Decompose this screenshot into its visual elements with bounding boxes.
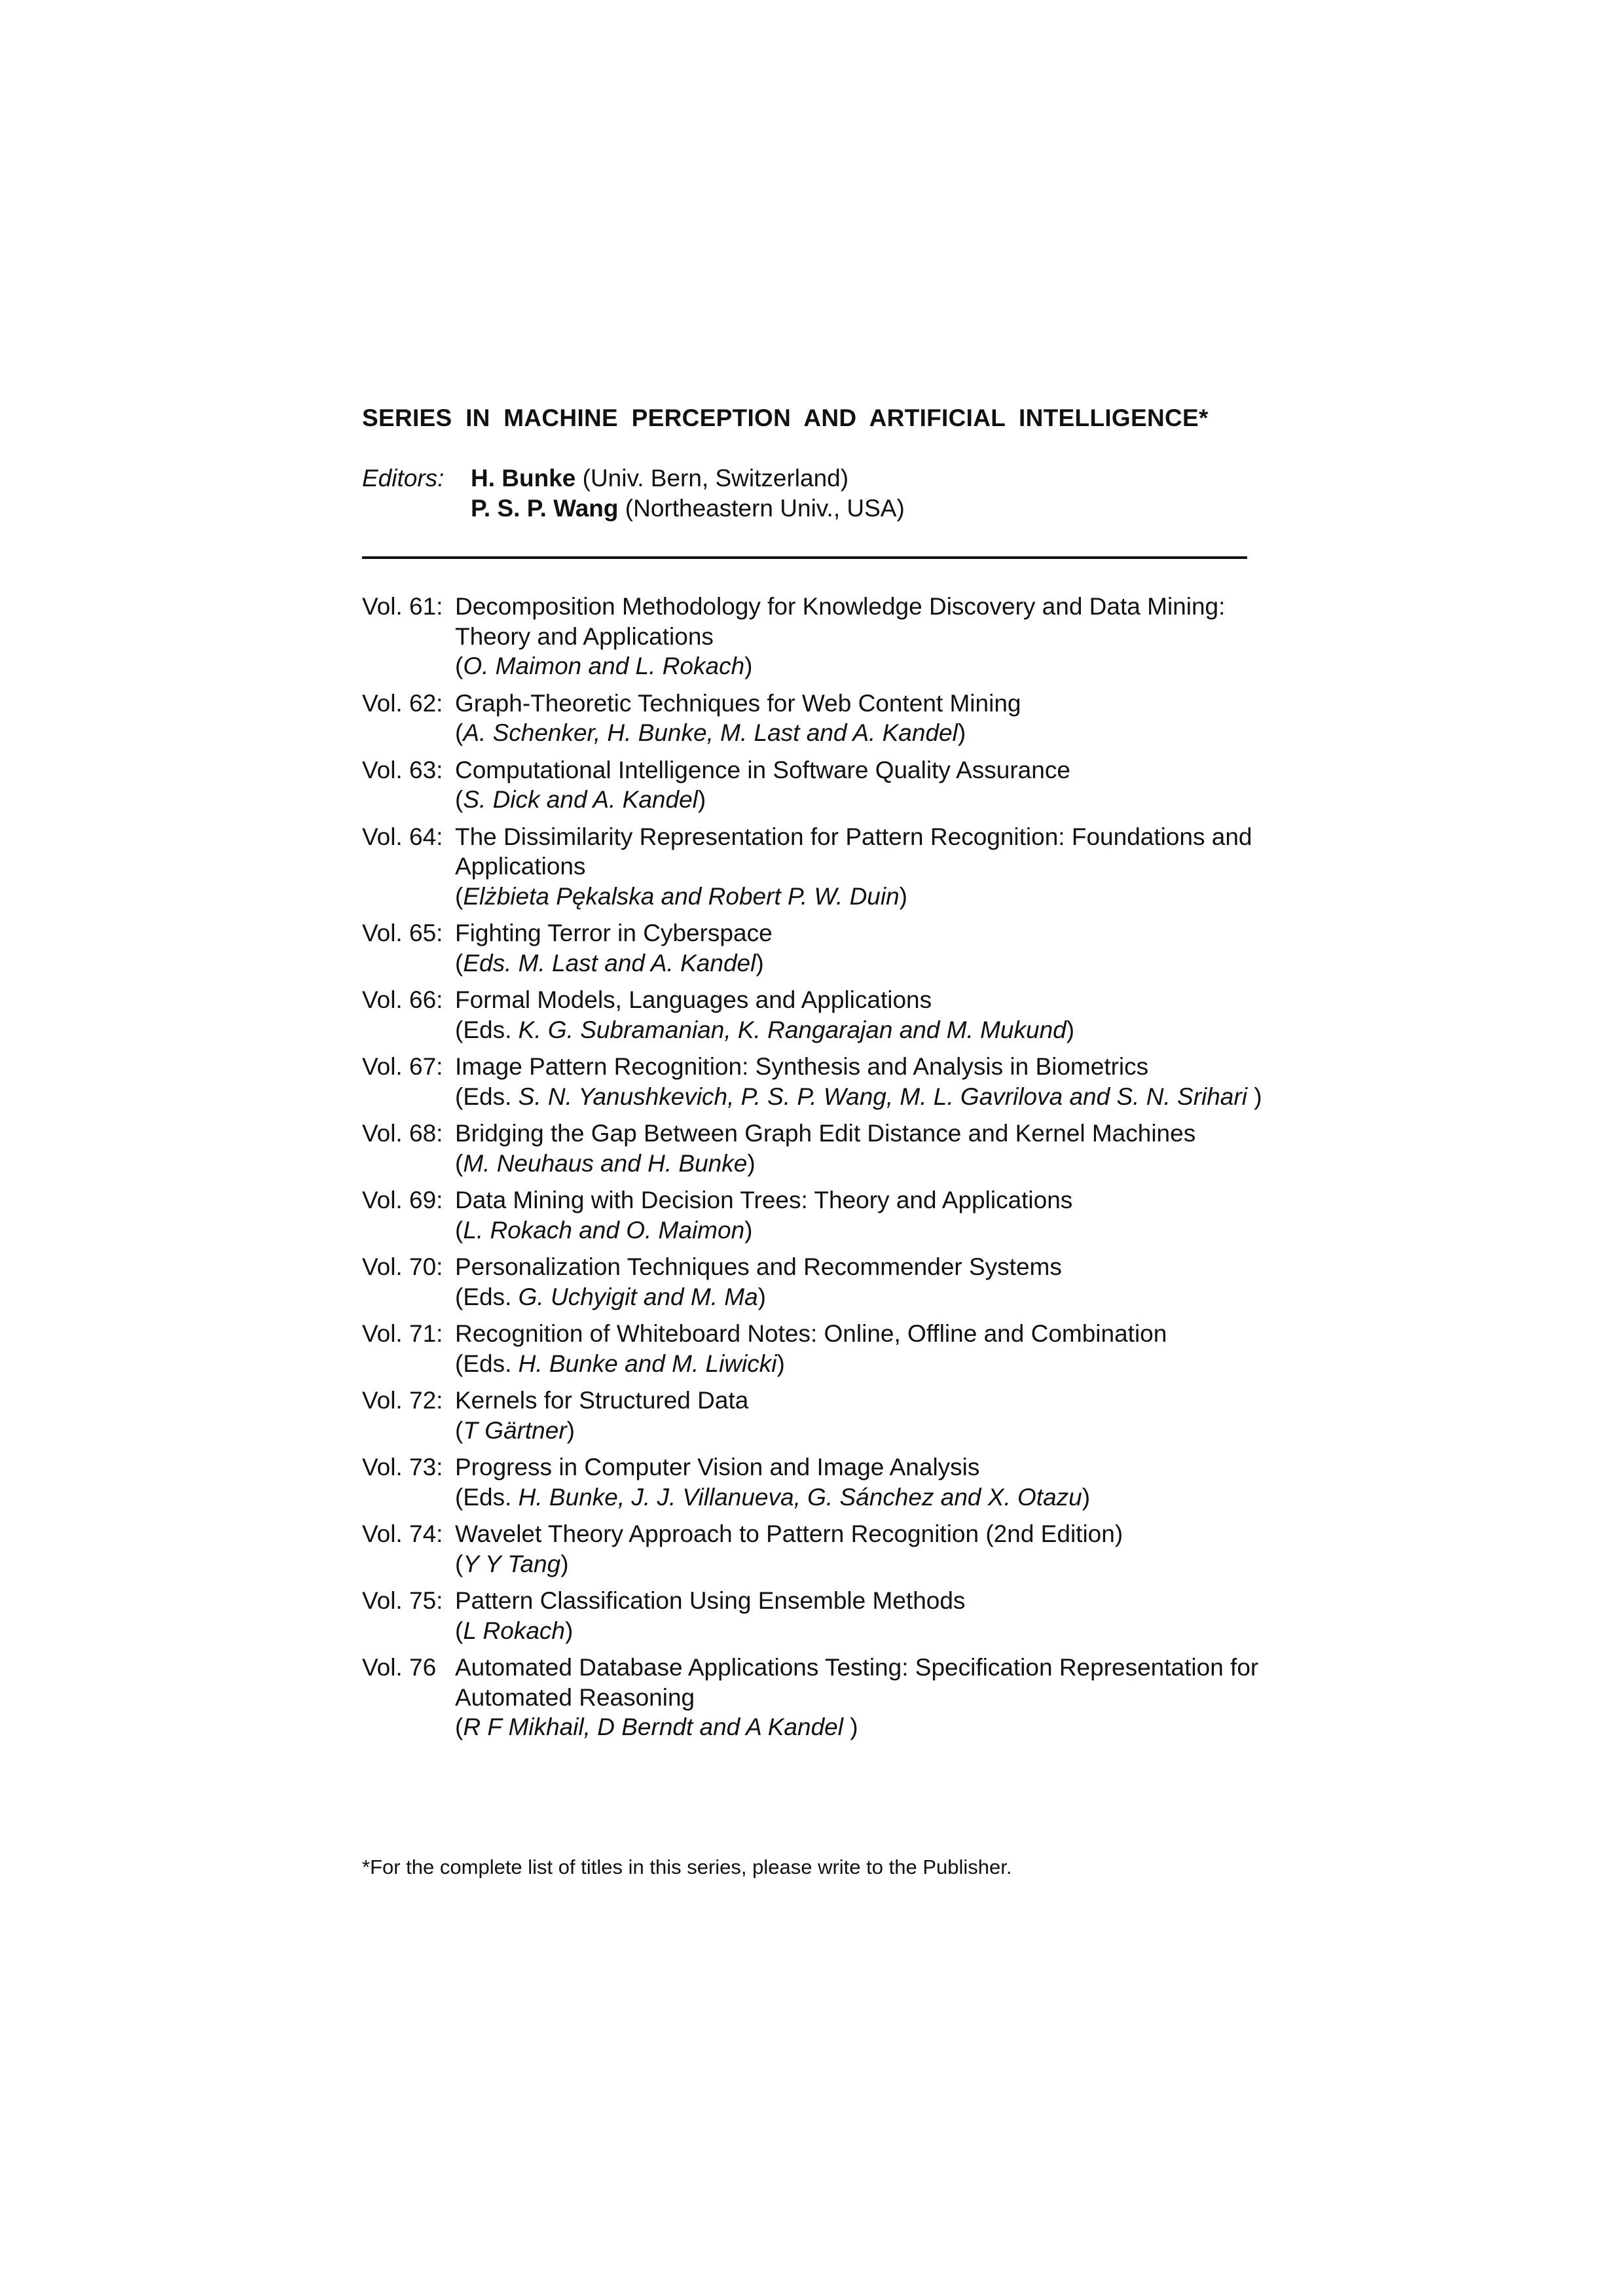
- series-title: SERIES IN MACHINE PERCEPTION AND ARTIFICIAL INTELLIGENCE*: [362, 404, 1209, 431]
- volume-number: Vol. 71:: [362, 1320, 443, 1347]
- volume-number: Vol. 68:: [362, 1120, 443, 1147]
- volume-number: Vol. 66:: [362, 986, 443, 1013]
- volume-authors: [455, 948, 1279, 978]
- close-paren: ): [1066, 1016, 1075, 1043]
- volume-title: Computational Intelligence in Software Quality Assurance: [455, 756, 1070, 783]
- volume-entry: [362, 985, 1279, 1045]
- volume-details: [455, 822, 1279, 912]
- volume-title: Graph-Theoretic Techniques for Web Content Mining: [455, 689, 1021, 717]
- volume-number: Vol. 76: [362, 1654, 437, 1681]
- volume-details: [455, 1653, 1279, 1742]
- horizontal-rule: [362, 556, 1247, 559]
- volume-title: Decomposition Methodology for Knowledge Discovery and Data Mining: Theory and Applications: [455, 593, 1226, 650]
- open-paren: (: [455, 1216, 464, 1244]
- volume-title: Formal Models, Languages and Applications: [455, 986, 932, 1013]
- close-paren: ): [564, 1617, 574, 1644]
- author-names: K. G. Subramanian, K. Rangarajan and M. Mukund: [518, 1016, 1067, 1043]
- author-names: H. Bunke and M. Liwicki: [518, 1350, 777, 1377]
- author-names: Eds. M. Last and A. Kandel: [463, 949, 756, 977]
- open-paren: (: [455, 1350, 464, 1377]
- editor-line: [471, 493, 905, 524]
- author-names: T Gärtner: [463, 1416, 567, 1444]
- volume-title: Wavelet Theory Approach to Pattern Recognition (2nd Edition): [455, 1520, 1123, 1547]
- volume-number: Vol. 61:: [362, 593, 443, 620]
- volume-entry: [362, 755, 1279, 815]
- author-names: R F Mikhail, D Berndt and A Kandel: [463, 1713, 843, 1740]
- volume-title: Fighting Terror in Cyberspace: [455, 920, 773, 946]
- volume-entry: [362, 1386, 1279, 1445]
- close-paren: ): [697, 786, 706, 813]
- editor-name: P. S. P. Wang: [471, 495, 619, 522]
- volume-number: Vol. 63:: [362, 756, 443, 783]
- open-paren: (: [455, 1283, 464, 1310]
- volume-authors: [455, 1482, 1279, 1513]
- footnote: *For the complete list of titles in this series, please write to the Publisher.: [362, 1856, 1012, 1878]
- volume-number: Vol. 62:: [362, 689, 443, 717]
- volume-number: Vol. 75:: [362, 1587, 443, 1614]
- volume-details: [455, 1252, 1279, 1312]
- volume-title: Data Mining with Decision Trees: Theory and Applications: [455, 1187, 1073, 1213]
- close-paren: ): [566, 1416, 575, 1444]
- volume-details: [455, 985, 1279, 1045]
- eds-prefix: Eds.: [463, 1083, 519, 1110]
- volume-number: Vol. 65:: [362, 920, 443, 946]
- volume-authors: [455, 1616, 1279, 1646]
- close-paren: ): [957, 719, 966, 746]
- author-names: A. Schenker, H. Bunke, M. Last and A. Kandel: [463, 719, 958, 746]
- volume-authors: [455, 1712, 1279, 1742]
- author-names: G. Uchyigit and M. Ma: [518, 1283, 758, 1310]
- volume-authors: [455, 1215, 1279, 1246]
- close-paren: ): [744, 1216, 753, 1244]
- volume-entry: [362, 1586, 1279, 1645]
- volume-authors: [455, 718, 1279, 748]
- eds-prefix: Eds.: [463, 1016, 519, 1043]
- volume-number: Vol. 67:: [362, 1053, 443, 1080]
- editor-affiliation: (Univ. Bern, Switzerland): [575, 465, 849, 492]
- volume-number: Vol. 72:: [362, 1387, 443, 1414]
- volume-authors: [455, 1416, 1279, 1446]
- volume-authors: [455, 785, 1279, 815]
- volume-details: [455, 1452, 1279, 1512]
- volume-details: [455, 918, 1279, 978]
- open-paren: (: [455, 1416, 464, 1444]
- open-paren: (: [455, 949, 464, 977]
- volume-entry: [362, 1452, 1279, 1512]
- volume-authors: [455, 1549, 1279, 1579]
- volume-details: [455, 1386, 1279, 1445]
- eds-prefix: Eds.: [463, 1350, 519, 1377]
- close-paren: ): [757, 1283, 766, 1310]
- volume-title: Automated Database Applications Testing: Specification Representation for Automated Reasoning: [455, 1654, 1259, 1711]
- volume-entry: [362, 592, 1279, 681]
- volume-entry: [362, 1052, 1279, 1111]
- volume-entry: [362, 1319, 1279, 1378]
- volume-authors: [455, 1349, 1279, 1379]
- open-paren: (: [455, 1149, 464, 1177]
- editor-name: H. Bunke: [471, 465, 576, 492]
- volume-entry: [362, 689, 1279, 748]
- volume-title: Bridging the Gap Between Graph Edit Distance and Kernel Machines: [455, 1120, 1196, 1147]
- author-names: L Rokach: [463, 1617, 565, 1644]
- volume-entry: [362, 1519, 1279, 1579]
- author-names: O. Maimon and L. Rokach: [463, 653, 745, 679]
- volume-number: Vol. 64:: [362, 823, 443, 850]
- open-paren: (: [455, 882, 464, 910]
- close-paren: ): [899, 882, 907, 910]
- volume-entry: [362, 918, 1279, 978]
- close-paren: ): [747, 1149, 756, 1177]
- close-paren: ): [843, 1713, 858, 1740]
- close-paren: ): [560, 1550, 569, 1577]
- volume-number: Vol. 73:: [362, 1454, 443, 1480]
- open-paren: (: [455, 1083, 464, 1110]
- volume-title: Progress in Computer Vision and Image Analysis: [455, 1454, 980, 1480]
- volume-details: [455, 592, 1279, 681]
- author-names: L. Rokach and O. Maimon: [463, 1216, 745, 1244]
- author-names: S. N. Yanushkevich, P. S. P. Wang, M. L. Gavrilova and S. N. Srihari: [518, 1083, 1247, 1110]
- editor-affiliation: (Northeastern Univ., USA): [618, 495, 905, 522]
- volume-authors: [455, 1082, 1279, 1112]
- volume-authors: [455, 1015, 1279, 1045]
- open-paren: (: [455, 1617, 464, 1644]
- author-names: S. Dick and A. Kandel: [463, 786, 698, 813]
- volume-authors: [455, 882, 1279, 912]
- volume-details: [455, 1519, 1279, 1579]
- editor-line: [471, 463, 848, 493]
- eds-prefix: Eds.: [463, 1283, 519, 1310]
- volume-number: Vol. 69:: [362, 1187, 443, 1213]
- close-paren: ): [1247, 1083, 1262, 1110]
- eds-prefix: Eds.: [463, 1483, 519, 1511]
- volume-title: Kernels for Structured Data: [455, 1387, 749, 1414]
- volume-details: [455, 1119, 1279, 1178]
- volume-title: Personalization Techniques and Recommender Systems: [455, 1253, 1062, 1280]
- volume-entry: [362, 1653, 1279, 1742]
- open-paren: (: [455, 719, 464, 746]
- volume-details: [455, 1052, 1279, 1111]
- open-paren: (: [455, 786, 464, 813]
- volume-authors: [455, 651, 1279, 681]
- close-paren: ): [1082, 1483, 1091, 1511]
- volume-entry: [362, 1119, 1279, 1178]
- author-names: Y Y Tang: [463, 1550, 561, 1577]
- close-paren: ): [776, 1350, 785, 1377]
- volume-number: Vol. 70:: [362, 1253, 443, 1280]
- volume-authors: [455, 1282, 1279, 1312]
- open-paren: (: [455, 1483, 464, 1511]
- volume-title: The Dissimilarity Representation for Pattern Recognition: Foundations and Applications: [455, 823, 1252, 880]
- close-paren: ): [756, 949, 764, 977]
- author-names: H. Bunke, J. J. Villanueva, G. Sánchez and X. Otazu: [518, 1483, 1082, 1511]
- volume-entry: [362, 1252, 1279, 1312]
- volume-title: Recognition of Whiteboard Notes: Online, Offline and Combination: [455, 1320, 1167, 1347]
- volume-details: [455, 1185, 1279, 1245]
- close-paren: ): [744, 653, 753, 679]
- volume-number: Vol. 74:: [362, 1520, 443, 1547]
- editors-label: Editors:: [362, 465, 445, 492]
- volume-title: Pattern Classification Using Ensemble Methods: [455, 1587, 966, 1614]
- open-paren: (: [455, 653, 464, 679]
- volume-entry: [362, 1185, 1279, 1245]
- volume-title: Image Pattern Recognition: Synthesis and Analysis in Biometrics: [455, 1053, 1149, 1080]
- open-paren: (: [455, 1550, 464, 1577]
- open-paren: (: [455, 1016, 464, 1043]
- volume-authors: [455, 1149, 1279, 1179]
- open-paren: (: [455, 1713, 464, 1740]
- volume-list: [362, 592, 1279, 1749]
- volume-details: [455, 689, 1279, 748]
- author-names: M. Neuhaus and H. Bunke: [463, 1149, 748, 1177]
- volume-details: [455, 755, 1279, 815]
- volume-details: [455, 1319, 1279, 1378]
- author-names: Elżbieta Pękalska and Robert P. W. Duin: [463, 882, 900, 910]
- volume-details: [455, 1586, 1279, 1645]
- volume-entry: [362, 822, 1279, 912]
